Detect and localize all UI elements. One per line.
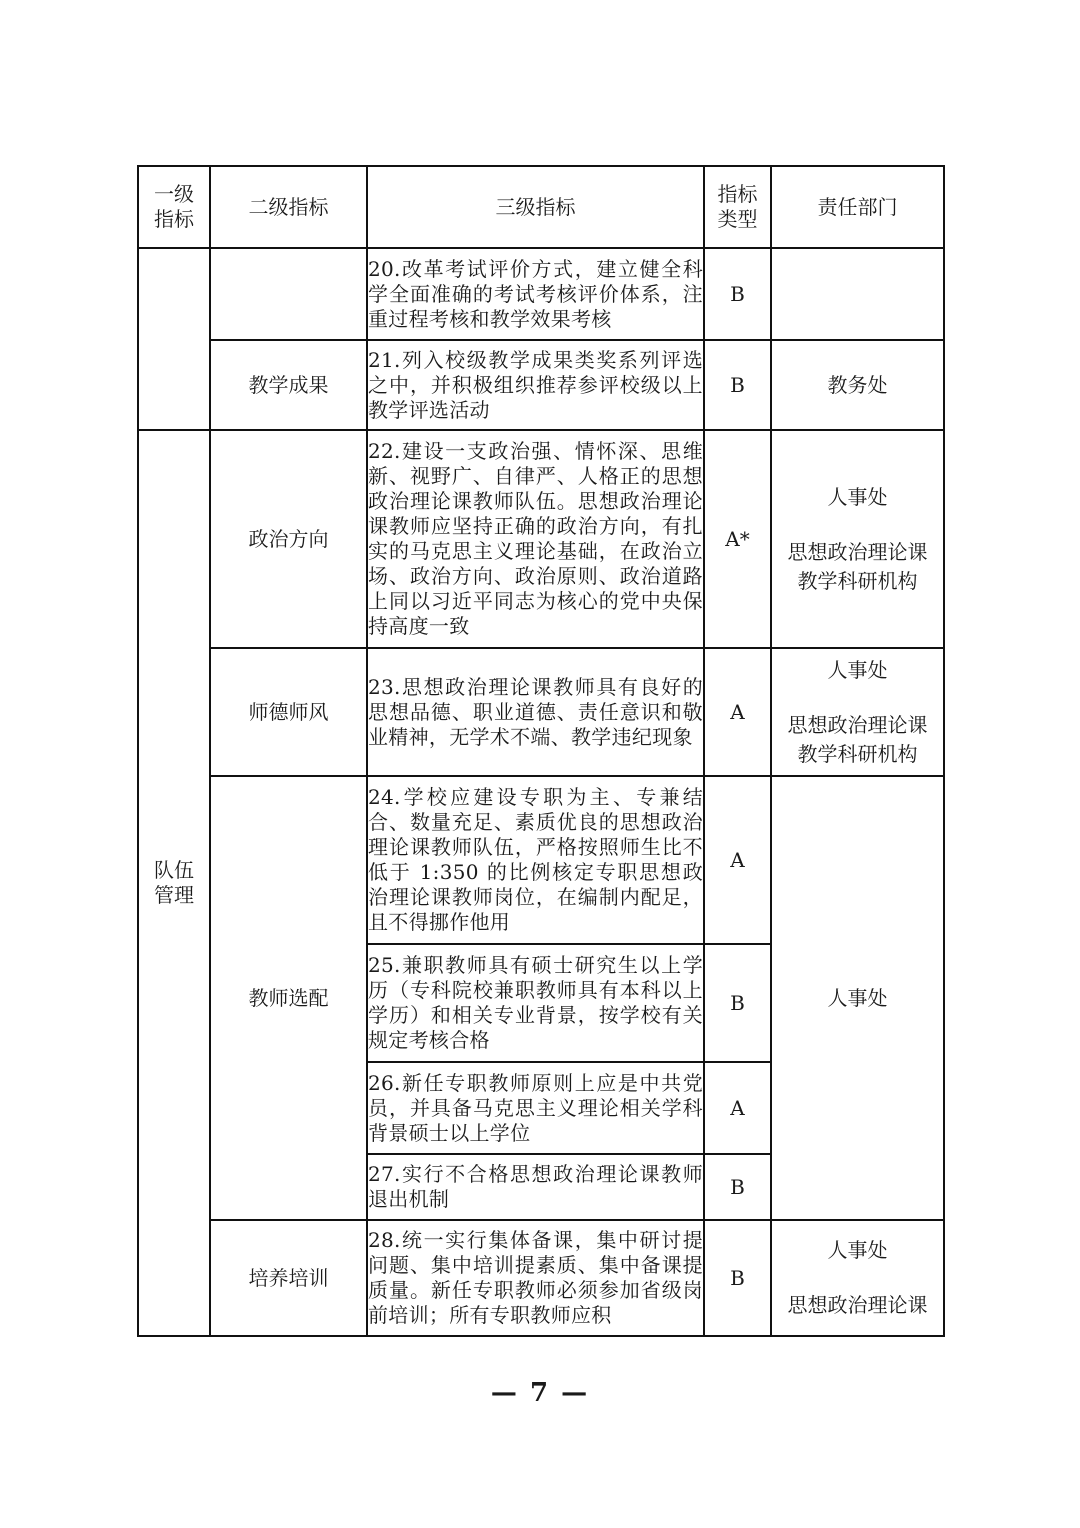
table-row [138, 340, 944, 430]
header-level3: 三级指标 [367, 166, 704, 248]
dept-ideo-2: 教学科研机构 [797, 741, 918, 766]
level2-cell: 培养培训 [210, 1220, 367, 1336]
dept-cell-empty [771, 248, 944, 340]
dept-hr: 人事处 [827, 484, 888, 509]
level3-cell: 20.改革考试评价方式，建立健全科学全面准确的考试考核评价体系，注重过程考核和教学效果考核 [367, 248, 704, 340]
level3-cell: 21.列入校级教学成果类奖系列评选之中，并积极组织推荐参评校级以上教学评选活动 [367, 340, 704, 430]
dept-ideo-1: 思想政治理论课 [787, 712, 928, 737]
dept-cell [771, 1220, 944, 1336]
type-cell: B [704, 1220, 771, 1336]
type-cell: B [704, 1154, 771, 1220]
dept-cell [771, 430, 944, 648]
level2-cell-empty [210, 248, 367, 340]
table-row [138, 430, 944, 648]
table-row [138, 248, 944, 340]
level3-cell: 27.实行不合格思想政治理论课教师退出机制 [367, 1154, 704, 1220]
page-number: — 7 — [490, 1378, 590, 1408]
header-level2: 二级指标 [210, 166, 367, 248]
type-cell: B [704, 248, 771, 340]
level3-cell: 28.统一实行集体备课，集中研讨提问题、集中培训提素质、集中备课提质量。新任专职教师必须参加省级岗前培训；所有专职教师应积 [367, 1220, 704, 1336]
level1-cell: 队伍 管理 [138, 430, 210, 1336]
dept-cell: 教务处 [771, 340, 944, 430]
header-type: 指标 类型 [704, 166, 771, 248]
table-row [138, 648, 944, 776]
table-header-row [138, 166, 944, 248]
table-row [138, 1220, 944, 1336]
type-cell: B [704, 340, 771, 430]
level2-cell: 教学成果 [210, 340, 367, 430]
level3-cell: 26.新任专职教师原则上应是中共党员，并具备马克思主义理论相关学科背景硕士以上学位 [367, 1062, 704, 1154]
level3-cell: 23.思想政治理论课教师具有良好的思想品德、职业道德、责任意识和敬业精神，无学术不端、教学违纪现象 [367, 648, 704, 776]
type-cell: A* [704, 430, 771, 648]
header-level1: 一级 指标 [138, 166, 210, 248]
type-cell: B [704, 944, 771, 1062]
level2-cell: 教师选配 [210, 776, 367, 1220]
indicator-table [137, 165, 945, 1337]
dept-cell [771, 648, 944, 776]
dept-hr: 人事处 [827, 657, 888, 682]
level3-cell: 22.建设一支政治强、情怀深、思维新、视野广、自律严、人格正的思想政治理论课教师队伍。思想政治理论课教师应坚持正确的政治方向，有扎实的马克思主义理论基础，在政治立场、政治方向、政治原则、政治道路上同以习近平同志为核心的党中央保持高度一致 [367, 430, 704, 648]
dept-cell: 人事处 [771, 776, 944, 1220]
table-row [138, 776, 944, 944]
dept-hr: 人事处 [827, 1238, 888, 1262]
type-cell: A [704, 776, 771, 944]
level1-cell-empty [138, 248, 210, 430]
level2-cell: 政治方向 [210, 430, 367, 648]
dept-ideo-1: 思想政治理论课 [787, 539, 928, 564]
dept-ideo-2: 教学科研机构 [797, 568, 918, 593]
type-cell: A [704, 648, 771, 776]
level3-cell: 24.学校应建设专职为主、专兼结合、数量充足、素质优良的思想政治理论课教师队伍，严格按照师生比不低于 1:350 的比例核定专职思想政治理论课教师岗位，在编制内配足，且不得挪作他用 [367, 776, 704, 944]
level2-cell: 师德师风 [210, 648, 367, 776]
header-dept: 责任部门 [771, 166, 944, 248]
type-cell: A [704, 1062, 771, 1154]
level3-cell: 25.兼职教师具有硕士研究生以上学历（专科院校兼职教师具有本科以上学历）和相关专业背景，按学校有关规定考核合格 [367, 944, 704, 1062]
dept-ideo-1: 思想政治理论课 [787, 1293, 928, 1317]
